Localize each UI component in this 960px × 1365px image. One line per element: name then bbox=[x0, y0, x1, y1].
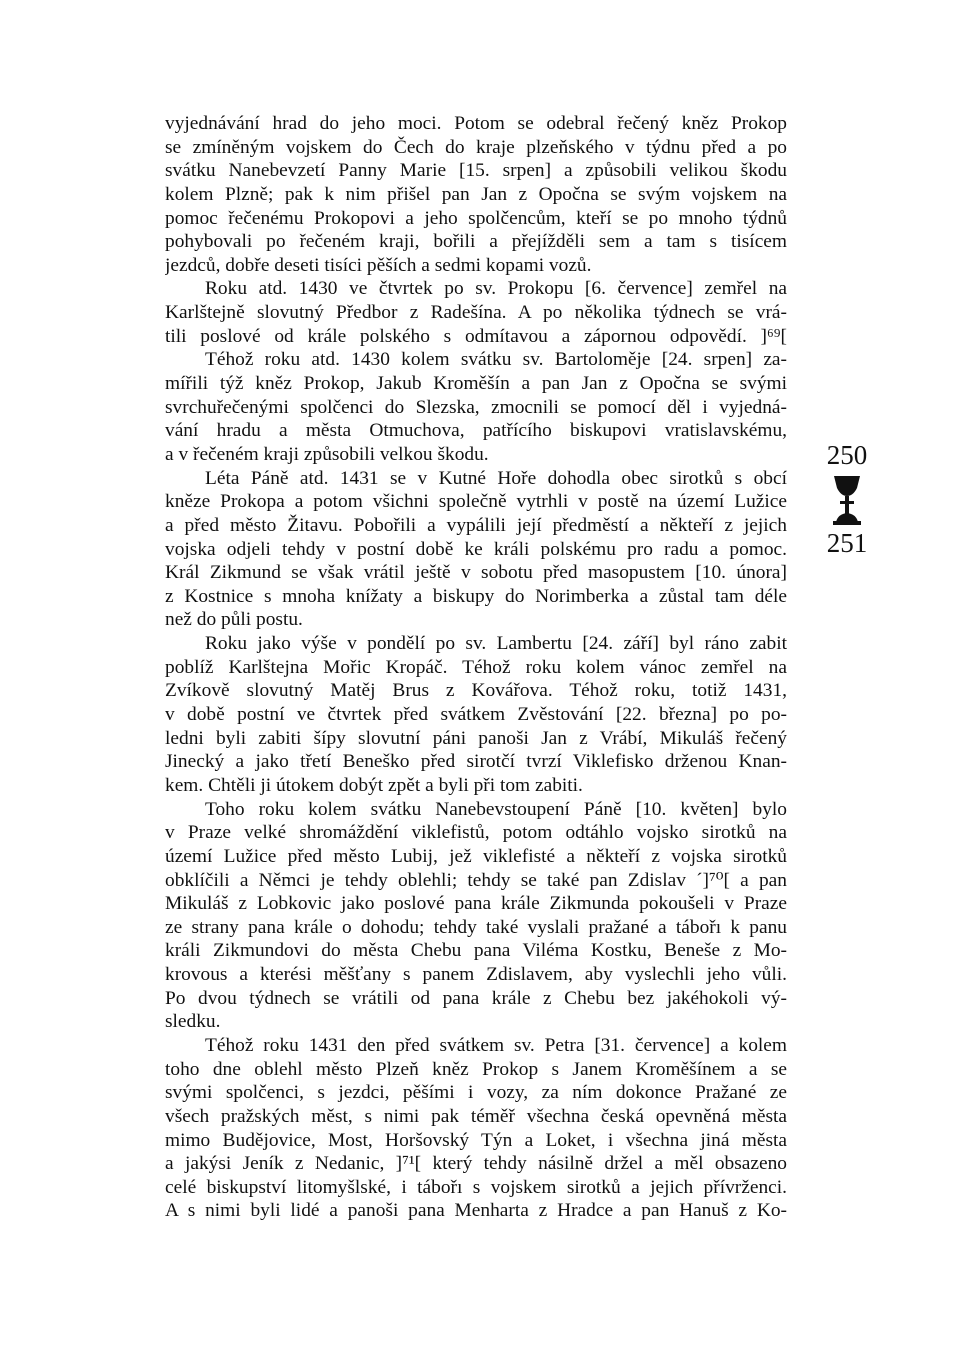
text-line: mířili týž kněz Prokop, Jakub Kroměšín a pan Jan z Opočna se svými bbox=[165, 373, 787, 395]
text-line: vyjednávání hrad do jeho moci. Potom se odebral řečený kněz Prokop bbox=[165, 113, 787, 134]
text-line: v době postní ve čtvrtek před svátkem Zvěstování [22. března] po po- bbox=[165, 704, 787, 726]
text-line: Karlštejně slovutný Předbor z Radešína. A po několika týdnech se vrá- bbox=[165, 302, 787, 324]
chalice-icon bbox=[830, 474, 864, 526]
text-line: všech pražských měst, s nimi pak téměř všechna česká opevněná města bbox=[165, 1105, 787, 1127]
text-line: z Kostnice s mnoha knížaty a biskupy do Norimberka a zůstal tam déle bbox=[165, 585, 787, 607]
text-line: Jinecký a jako třetí Beneško před sirotčí tvrzí Viklefisko drženou Knan- bbox=[165, 751, 787, 773]
text-line: a před město Žitavu. Pobořili a vypálili její předměstí a někteří z jejich bbox=[165, 514, 787, 536]
text-line: v Praze velké shromáždění viklefistů, potom odtáhlo vojsko sirotků na bbox=[165, 822, 787, 844]
text-line: pomoc řečenému Prokopovi a jeho spolčencům, kteří se po mnoho týdnů bbox=[165, 207, 787, 229]
text-line: mimo Budějovice, Most, Horšovský Týn a Loket, i všechna jiná města bbox=[165, 1129, 787, 1151]
text-line: celé biskupství litomyšlské, i tábořı s vojskem sirotků a jejich přívrženci. bbox=[165, 1176, 787, 1198]
text-line: krovous a kterési měšťany s panem Zdislavem, aby vyslechli jeho vůli. bbox=[165, 964, 787, 986]
text-line: svrchuřečenými spolčenci do Slezska, zmocnili se pomocí děl i vyjedná- bbox=[165, 396, 787, 418]
text-line: toho dne oblehl město Plzeň kněz Prokop s Janem Kroměšínem a se bbox=[165, 1058, 787, 1080]
text-line: Léta Páně atd. 1431 se v Kutné Hoře dohodla obec sirotků s obcí bbox=[205, 467, 787, 489]
text-line: Roku jako výše v pondělí po sv. Lambertu [24. září] byl ráno zabit bbox=[205, 633, 787, 655]
text-line: než do půli postu. bbox=[165, 609, 303, 631]
text-line: tili poslové od krále polského s odmítavou a zápornou odpovědí. ]⁶⁹[ bbox=[165, 325, 787, 347]
text-line: a v řečeném kraji způsobili velkou škodu. bbox=[165, 443, 489, 465]
text-line: svátku Nanebevzetí Panny Marie [15. srpen] a způsobili velikou škodu bbox=[165, 160, 787, 182]
text-line: a jakýsi Jeník z Nedanic, ]⁷¹[ který tehdy násilně držel a měl obsazeno bbox=[165, 1153, 787, 1175]
page-number-bottom: 251 bbox=[826, 528, 868, 558]
text-line: Téhož roku 1431 den před svátkem sv. Petra [31. července] a kolem bbox=[205, 1034, 787, 1056]
text-line: Toho roku kolem svátku Nanebevstoupení Páně [10. květen] bylo bbox=[205, 798, 787, 820]
text-line: svými spolčenci, s jezdci, pěšími i vozy, za ním dokonce Pražané ze bbox=[165, 1082, 787, 1104]
text-line: kem. Chtěli ji útokem dobýt zpět a byli při tom zabiti. bbox=[165, 774, 583, 796]
text-line: Téhož roku atd. 1430 kolem svátku sv. Bartoloměje [24. srpen] za- bbox=[205, 349, 787, 371]
text-line: poblíž Karlštejna Mořic Kropáč. Téhož roku kolem vánoc zemřel na bbox=[165, 656, 787, 678]
text-line: území Lužice před město Lubij, jež viklefisté a někteří z vojska sirotků bbox=[165, 845, 787, 867]
text-line: ledni byli zabiti šípy slovutní páni panoši Jan z Vrábí, Mikuláš řečený bbox=[165, 727, 787, 749]
text-line: A s nimi byli lidé a panoši pana Menharta z Hradce a pan Hanuš z Ko- bbox=[165, 1200, 787, 1222]
text-line: kněze Prokopa a potom všichni společně vytrhli v postě na území Lužice bbox=[165, 491, 787, 513]
text-line: jezdců, dobře deseti tisíci pěších a sedmi kopami vozů. bbox=[165, 254, 592, 276]
text-line: se zmíněným vojskem do Čech do kraje plzeňského v týdnu před a po bbox=[165, 136, 787, 158]
text-line: kolem Plzně; pak k nim přišel pan Jan z Opočna se svým vojskem na bbox=[165, 183, 787, 205]
text-line: pohybovali po řečeném kraji, bořili a přejížděli sem a tam s tisícem bbox=[165, 231, 787, 253]
page-number-top: 250 bbox=[826, 440, 868, 470]
text-line: Mikuláš z Lobkovic jako poslové pana krále Zikmunda pokoušeli v Praze bbox=[165, 893, 787, 915]
margin-page-numbers bbox=[812, 440, 882, 558]
text-line: obklíčili a Němci je tehdy oblehli; tehdy se také pan Zdislav ´]⁷⁰[ a pan bbox=[165, 869, 787, 891]
text-line: Zvíkově slovutný Matěj Brus z Kovářova. Téhož roku, totiž 1431, bbox=[165, 680, 787, 702]
text-line: vojska odjeli tehdy v postní době ke králi polskému pro radu a pomoc. bbox=[165, 538, 787, 560]
text-line: králi Zikmundovi do města Chebu pana Viléma Kostku, Beneše z Mo- bbox=[165, 940, 787, 962]
text-line: ze strany pana krále o dohodu; tehdy také vyslali pražané a tábořı k panu bbox=[165, 916, 787, 938]
text-line: sledku. bbox=[165, 1011, 221, 1033]
text-line: Král Zikmund se však vrátil ještě v sobotu před masopustem [10. února] bbox=[165, 562, 787, 584]
text-line: Po dvou týdnech se vrátili od pana krále z Chebu bez jakéhokoli vý- bbox=[165, 987, 787, 1009]
text-line: vání hradu a města Otmuchova, patřícího biskupovi vratislavskému, bbox=[165, 420, 787, 442]
text-line: Roku atd. 1430 ve čtvrtek po sv. Prokopu [6. července] zemřel na bbox=[205, 278, 787, 300]
main-text bbox=[165, 112, 787, 1223]
